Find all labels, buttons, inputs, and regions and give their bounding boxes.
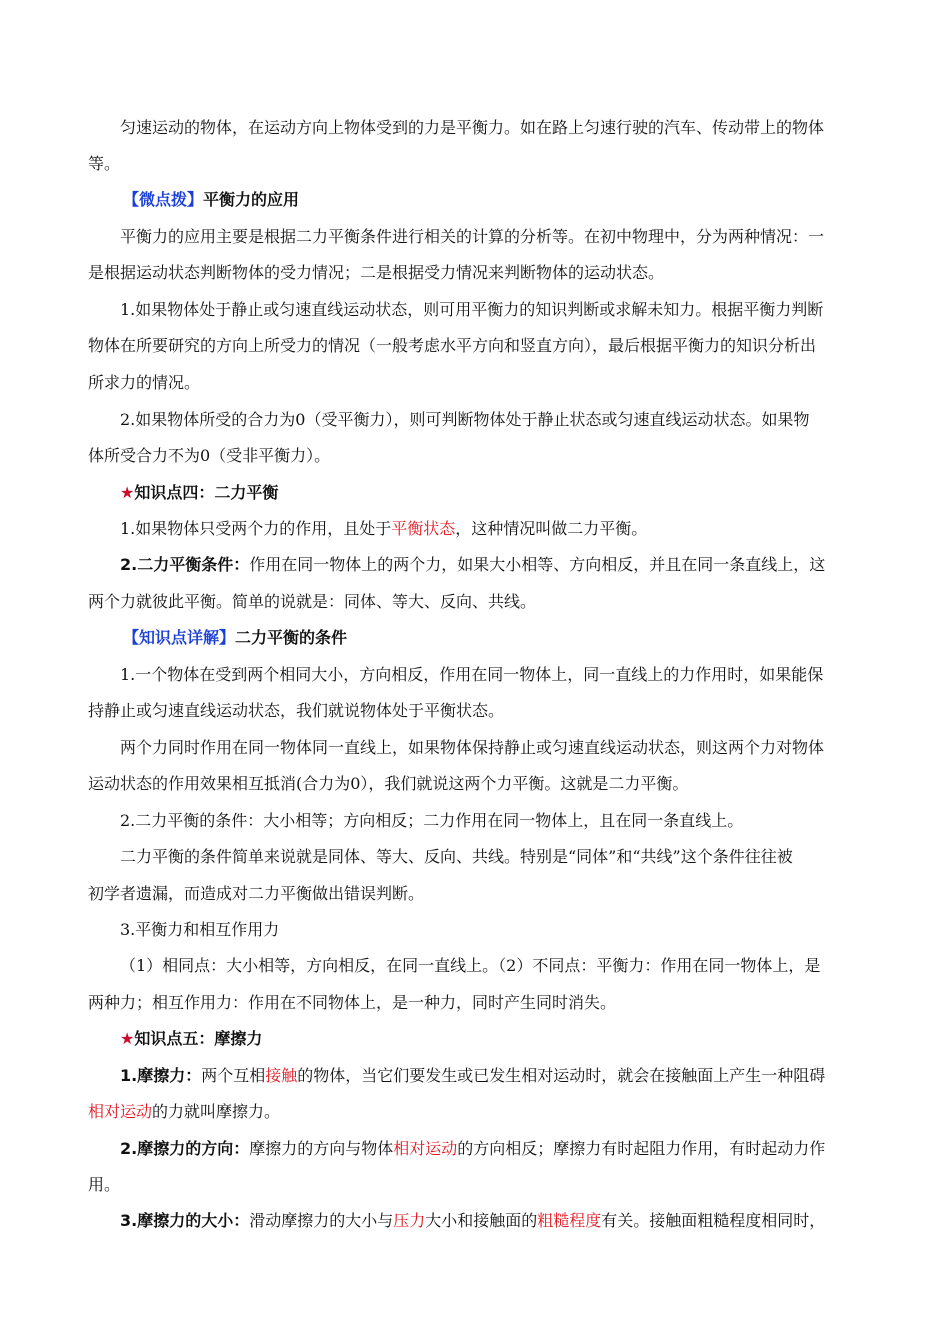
paragraph-line: 两种力；相互作用力：作用在不同物体上，是一种力，同时产生同时消失。 — [88, 993, 617, 1012]
highlight-text: 相对运动 — [393, 1139, 458, 1158]
paragraph-line: 2.二力平衡的条件：大小相等；方向相反；二力作用在同一物体上，且在同一条直线上。 — [120, 811, 744, 830]
text-span: 两个互相 — [201, 1066, 266, 1085]
paragraph-line: 二力平衡的条件简单来说就是同体、等大、反向、共线。特别是“同体”和“共线”这个条件往往被 — [120, 847, 793, 866]
paragraph-line: 1.如果物体处于静止或匀速直线运动状态，则可用平衡力的知识判断或求解未知力。根据平衡力判断 — [120, 300, 824, 319]
text-span: 摩擦力的方向与物体 — [249, 1139, 394, 1158]
text-span: ，这种情况叫做二力平衡。 — [455, 519, 648, 538]
text-span: 滑动摩擦力的大小与 — [249, 1211, 394, 1230]
paragraph-line: 体所受合力不为0（受非平衡力）。 — [88, 446, 331, 465]
text-span: 1.如果物体只受两个力的作用，且处于 — [120, 519, 392, 538]
paragraph-line — [120, 519, 647, 539]
paragraph-line: 2.如果物体所受的合力为0（受平衡力），则可判断物体处于静止状态或匀速直线运动状态。如果物 — [120, 410, 810, 429]
highlight-text: 接触 — [265, 1066, 298, 1085]
paragraph-line: 物体在所要研究的方向上所受力的情况（一般考虑水平方向和竖直方向），最后根据平衡力的知识分析出 — [88, 336, 817, 355]
paragraph-line: （1）相同点：大小相等，方向相反，在同一直线上。（2）不同点：平衡力：作用在同一物体上，是 — [120, 956, 821, 975]
star-icon: ★ — [120, 1029, 135, 1048]
heading-title: 知识点四：二力平衡 — [134, 483, 279, 502]
text-span: 有关。接触面粗糙程度相同时， — [601, 1211, 826, 1230]
paragraph-line: 两个力就彼此平衡。简单的说就是：同体、等大、反向、共线。 — [88, 592, 537, 611]
text-span: 作用在同一物体上的两个力，如果大小相等、方向相反，并且在同一条直线上，这 — [249, 555, 826, 574]
paragraph-line — [88, 1102, 280, 1122]
paragraph-line: 用。 — [88, 1175, 121, 1194]
star-icon: ★ — [120, 483, 135, 502]
highlight-text: 平衡状态 — [391, 519, 456, 538]
paragraph-line: 两个力同时作用在同一物体同一直线上，如果物体保持静止或匀速直线运动状态，则这两个力对物体 — [120, 738, 825, 757]
paragraph-line — [120, 555, 825, 575]
paragraph-line: 是根据运动状态判断物体的受力情况；二是根据受力情况来判断物体的运动状态。 — [88, 263, 665, 282]
text-span: 的方向相反；摩擦力有时起阻力作用，有时起动力作 — [457, 1139, 826, 1158]
term-label: 2.二力平衡条件： — [120, 555, 250, 574]
highlight-text: 相对运动 — [88, 1102, 153, 1121]
paragraph-line: 运动状态的作用效果相互抵消(合力为0），我们就说这两个力平衡。这就是二力平衡。 — [88, 774, 689, 793]
paragraph-line: 初学者遗漏，而造成对二力平衡做出错误判断。 — [88, 884, 425, 903]
highlight-text: 粗糙程度 — [537, 1211, 602, 1230]
section-heading-detail — [123, 628, 347, 648]
paragraph-line — [120, 1211, 825, 1231]
heading-title: 知识点五：摩擦力 — [134, 1029, 263, 1048]
paragraph-line: 所求力的情况。 — [88, 373, 201, 392]
paragraph-line: 持静止或匀速直线运动状态，我们就说物体处于平衡状态。 — [88, 701, 505, 720]
heading-tag: 【微点拨】 — [123, 190, 204, 209]
section-heading-micro — [123, 190, 299, 210]
term-label: 3.摩擦力的大小： — [120, 1211, 250, 1230]
section-heading-k4 — [120, 483, 278, 503]
heading-title: 平衡力的应用 — [203, 190, 300, 209]
paragraph-line: 等。 — [88, 154, 121, 173]
paragraph-line: 平衡力的应用主要是根据二力平衡条件进行相关的计算的分析等。在初中物理中，分为两种情况：一 — [120, 227, 825, 246]
section-heading-k5 — [120, 1029, 262, 1049]
heading-title: 二力平衡的条件 — [235, 628, 348, 647]
term-label: 2.摩擦力的方向： — [120, 1139, 250, 1158]
text-span: 的物体，当它们要发生或已发生相对运动时，就会在接触面上产生一种阻碍 — [297, 1066, 826, 1085]
heading-tag: 【知识点详解】 — [123, 628, 236, 647]
text-span: 大小和接触面的 — [425, 1211, 538, 1230]
paragraph-line — [120, 1066, 825, 1086]
paragraph-line — [120, 1139, 825, 1159]
paragraph-line: 匀速运动的物体，在运动方向上物体受到的力是平衡力。如在路上匀速行驶的汽车、传动带上的物体 — [120, 118, 825, 137]
highlight-text: 压力 — [393, 1211, 426, 1230]
term-label: 1.摩擦力： — [120, 1066, 202, 1085]
paragraph-line: 3.平衡力和相互作用力 — [120, 920, 280, 939]
text-span: 的力就叫摩擦力。 — [152, 1102, 281, 1121]
paragraph-line: 1.一个物体在受到两个相同大小，方向相反，作用在同一物体上，同一直线上的力作用时，如果能保 — [120, 665, 824, 684]
